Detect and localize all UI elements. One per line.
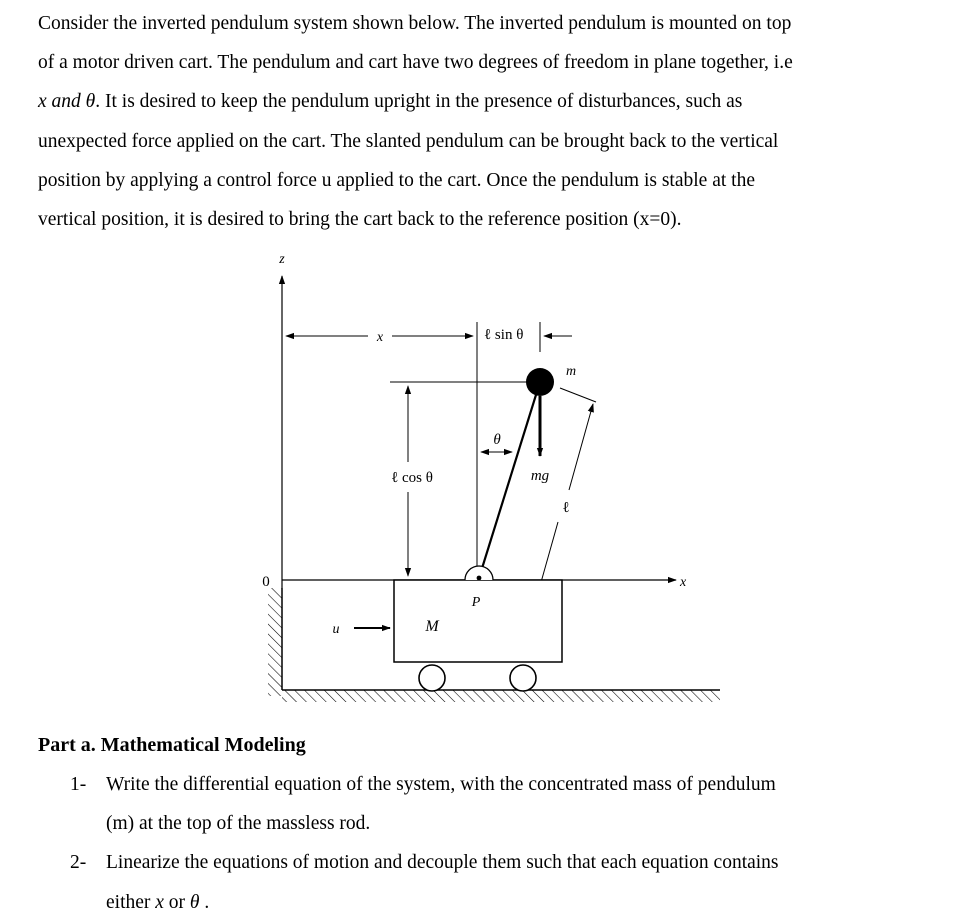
l-sin-theta-label: ℓ sin θ [484, 327, 524, 343]
math-theta: θ [189, 891, 200, 913]
l-dimension-up-arrow [569, 404, 593, 490]
x-distance-label: x [376, 330, 384, 345]
question-1-line-1: Write the differential equation of the system, with the concentrated mass of pendulum [106, 774, 776, 795]
cart-wheel-right [510, 665, 536, 691]
mg-label: mg [530, 468, 550, 484]
question-2-line-1: Linearize the equations of motion and decouple them such that each equation contains [106, 852, 779, 874]
or-text: or [163, 891, 190, 913]
question-text [106, 843, 926, 921]
question-1-line-2: (m) at the top of the massless rod. [106, 813, 371, 835]
origin-label: 0 [262, 574, 270, 590]
z-axis-label: z [279, 252, 285, 267]
wall-hatching [268, 588, 282, 696]
statement-line-1: Consider the inverted pendulum system shown below. The inverted pendulum is mounted on top [38, 13, 792, 34]
control-force-label: u [332, 622, 340, 637]
x-axis-label: x [680, 575, 687, 590]
question-list [70, 765, 926, 922]
part-a-heading: Part a. Mathematical Modeling [38, 734, 306, 756]
dof-variables: x and θ [38, 91, 96, 113]
ground-hatching [282, 690, 720, 702]
cart-wheel-left [419, 665, 445, 691]
cart-body [394, 580, 562, 662]
question-item [70, 843, 926, 921]
theta-label: θ [493, 432, 501, 448]
mass-m-label: m [566, 364, 577, 379]
statement-line-5: position by applying a control force u applied to the cart. Once the pendulum is stable at the [38, 169, 755, 191]
statement-line-3-text: . It is desired to keep the pendulum upright in the presence of disturbances, such as [95, 91, 743, 113]
pendulum-mass [526, 368, 554, 396]
l-cos-theta-label: ℓ cos θ [391, 470, 433, 486]
pivot-point [477, 576, 482, 581]
statement-line-4: unexpected force applied on the cart. The slanted pendulum can be brought back to the vertical [38, 130, 779, 152]
statement-line-2: of a motor driven cart. The pendulum and cart have two degrees of freedom in plane together, i.e [38, 52, 793, 74]
question-number: 2- [70, 852, 87, 874]
question-item [70, 765, 926, 843]
cart-mass-label: M [425, 618, 439, 635]
question-2-line-2 [106, 883, 926, 922]
question-number: 1- [70, 774, 87, 795]
period-text: . [199, 891, 210, 913]
l-label: ℓ [562, 500, 570, 516]
pivot-label: P [471, 595, 481, 610]
l-extension-top [560, 388, 596, 402]
question-text [106, 765, 926, 843]
math-x: x [155, 891, 164, 913]
either-text: either [106, 891, 156, 913]
statement-line-6: vertical position, it is desired to bring the cart back to the reference position (x=0). [38, 209, 682, 231]
